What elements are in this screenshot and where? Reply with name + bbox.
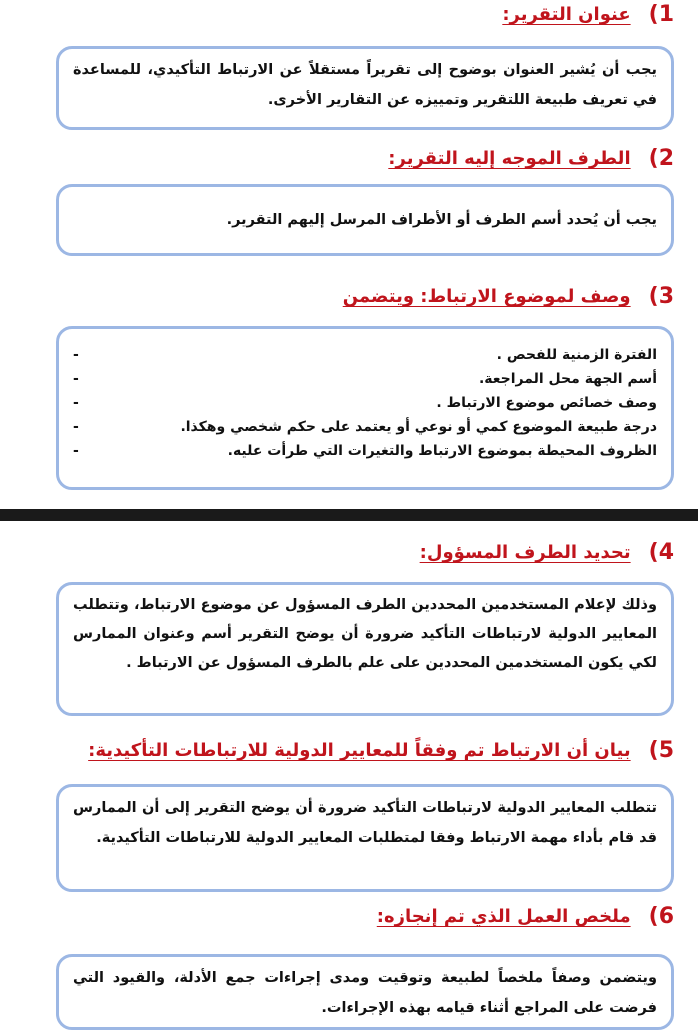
section-5-box <box>56 784 674 892</box>
section-number: 3) <box>648 284 674 309</box>
section-number: 4) <box>648 540 674 565</box>
section-text: ويتضمن وصفاً ملخصاً لطبيعة وتوقيت ومدى إجراءات جمع الأدلة، والقيود التي فرضت على المراجع أثناء قيامه بهذه الإجراءات. <box>73 970 657 1016</box>
section-text: تتطلب المعايير الدولية لارتباطات التأكيد ضرورة أن يوضح التقرير إلى أن الممارس قد قام بأداء مهمة الارتباط وفقا لمتطلبات المعايير الدولية للارتباطات التأكيدية. <box>73 800 657 846</box>
criteria-list <box>73 343 657 463</box>
section-number: 1) <box>648 2 674 27</box>
list-item: - وصف خصائص موضوع الارتباط . <box>73 395 657 411</box>
section-4-box <box>56 582 674 716</box>
section-2-heading <box>388 146 674 171</box>
section-text: وذلك لإعلام المستخدمين المحددين الطرف المسؤول عن موضوع الارتباط، وتتطلب المعايير الدولية لارتباطات التأكيد ضرورة أن يوضح التقرير أسم وعنوان الممارس لكي يكون المستخدمين المحددين على علم بالطرف المسؤول عن الارتباط . <box>73 597 657 671</box>
section-number: 5) <box>648 738 674 763</box>
section-5-heading <box>88 738 674 763</box>
section-number: 2) <box>648 146 674 171</box>
section-3-heading <box>343 284 674 309</box>
section-title: تحديد الطرف المسؤول: <box>419 542 631 563</box>
page-divider <box>0 509 698 521</box>
section-title: الطرف الموجه إليه التقرير: <box>388 148 631 169</box>
section-1-box <box>56 46 674 130</box>
section-title: ملخص العمل الذي تم إنجازه: <box>376 906 631 927</box>
list-item: - درجة طبيعة الموضوع كمي أو نوعي أو يعتمد على حكم شخصي وهكذا. <box>73 419 657 435</box>
section-text: يجب أن يُشير العنوان بوضوح إلى تقريراً مستقلاً عن الارتباط التأكيدي، للمساعدة في تعريف طبيعة اللتقرير وتمييزه عن التقارير الأخرى. <box>73 62 657 108</box>
section-6-box <box>56 954 674 1030</box>
section-4-heading <box>420 540 674 565</box>
list-item: - الظروف المحيطة بموضوع الارتباط والتغيرات التي طرأت عليه. <box>73 443 657 459</box>
list-item: - الفترة الزمنية للفحص . <box>73 347 657 363</box>
section-title: وصف لموضوع الارتباط: ويتضمن <box>342 286 631 307</box>
section-6-heading <box>377 904 674 929</box>
list-item: - أسم الجهة محل المراجعة. <box>73 371 657 387</box>
section-1-heading <box>502 2 674 27</box>
section-title: عنوان التقرير: <box>502 4 631 25</box>
section-2-box <box>56 184 674 256</box>
section-3-box <box>56 326 674 490</box>
section-number: 6) <box>648 904 674 929</box>
section-title: بيان أن الارتباط تم وفقاً للمعايير الدولية للارتباطات التأكيدية: <box>88 740 631 761</box>
section-text: يجب أن يُحدد أسم الطرف أو الأطراف المرسل إليهم التقرير. <box>226 212 657 228</box>
